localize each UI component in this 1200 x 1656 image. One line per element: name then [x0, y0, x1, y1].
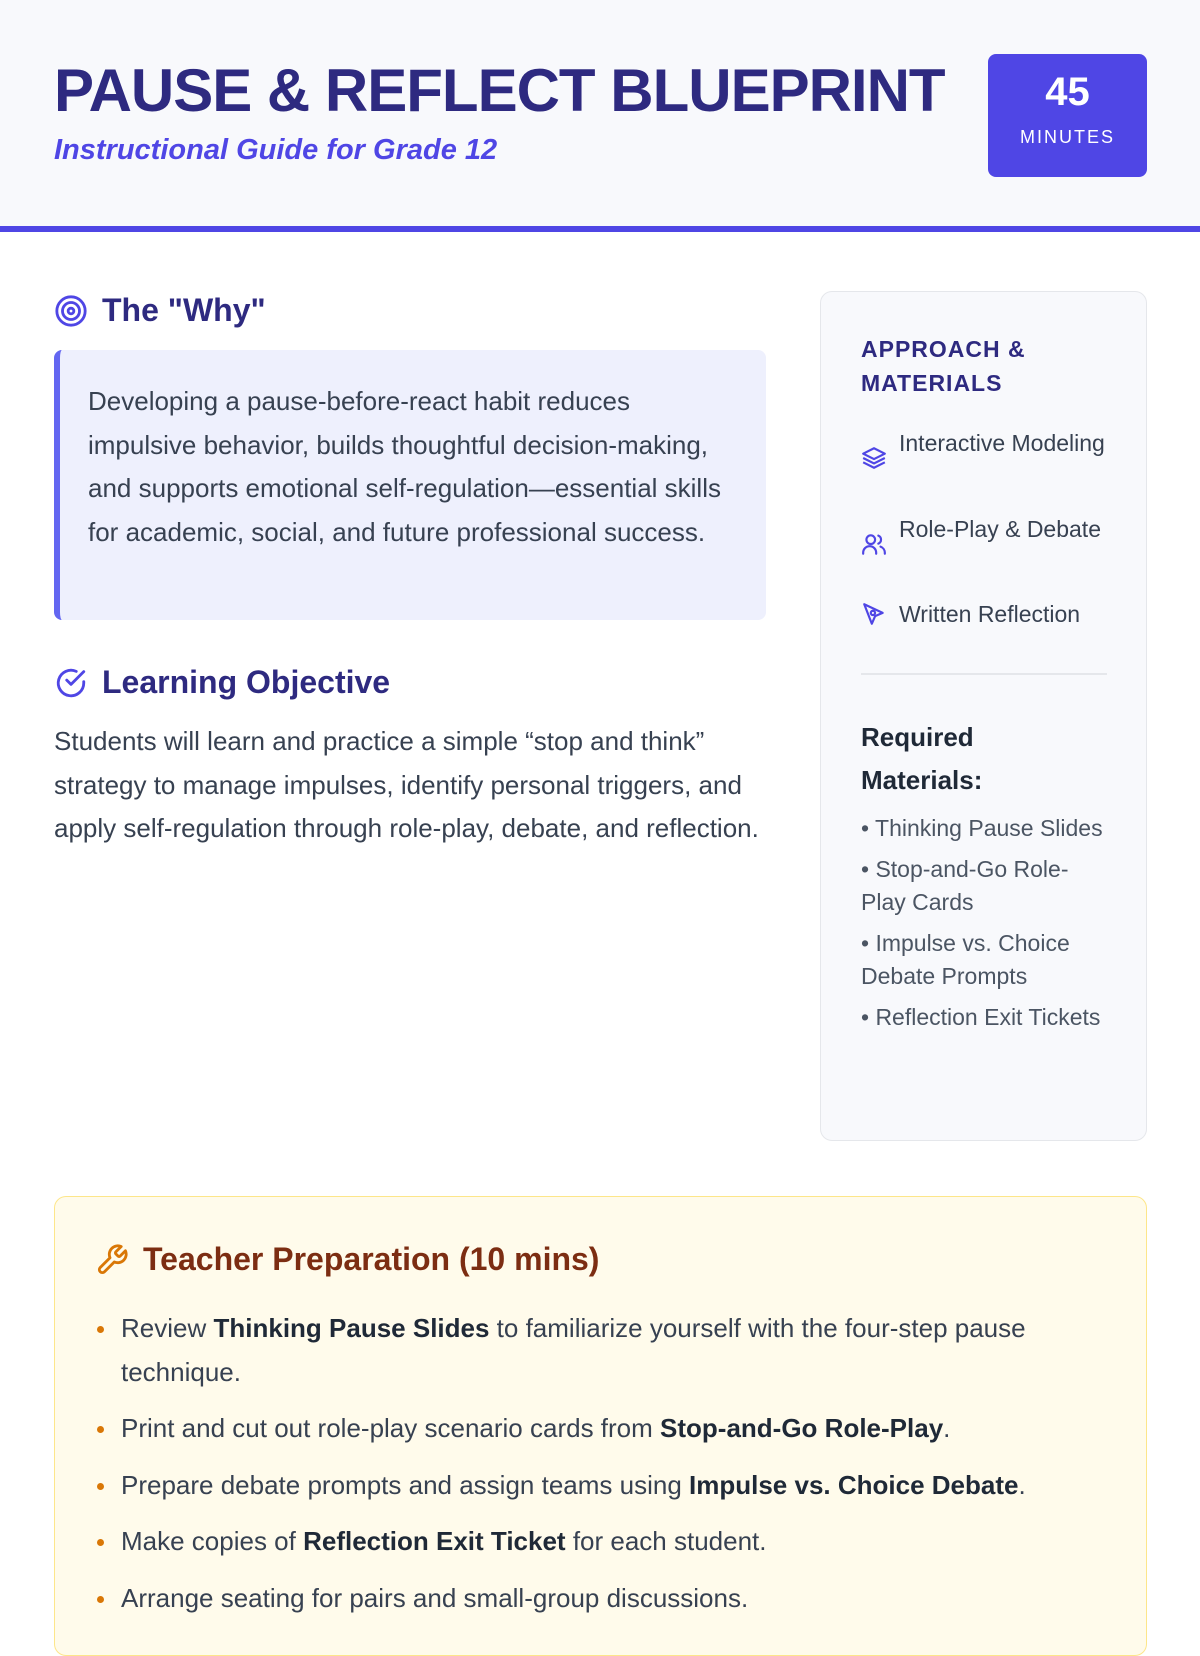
prep-item: Arrange seating for pairs and small-group discussions.	[95, 1577, 1105, 1621]
check-circle-icon	[54, 666, 88, 700]
duration-badge	[988, 54, 1147, 177]
objective-heading	[54, 664, 390, 701]
prep-item: Print and cut out role-play scenario cards from Stop-and-Go Role-Play.	[95, 1407, 1105, 1451]
target-icon	[54, 294, 88, 328]
materials-list	[861, 812, 1111, 1042]
objective-heading-text: Learning Objective	[102, 664, 391, 700]
users-icon	[861, 531, 887, 557]
material-item: • Thinking Pause Slides	[861, 815, 1103, 841]
material-item: • Reflection Exit Tickets	[861, 1004, 1101, 1030]
page-subtitle: Instructional Guide for Grade 12	[54, 134, 498, 166]
approach-heading: APPROACH & MATERIALS	[861, 336, 1026, 396]
method-item-modeling	[861, 427, 1121, 471]
prep-list	[95, 1307, 1105, 1633]
page-title: PAUSE & REFLECT BLUEPRINT	[54, 57, 945, 124]
objective-text: Students will learn and practice a simple “stop and think” strategy to manage impulses, identify personal triggers, and apply self-regulation through role-play, debate, and reflection.	[54, 726, 759, 843]
wrench-icon	[95, 1243, 129, 1277]
prep-item: Prepare debate prompts and assign teams using Impulse vs. Choice Debate.	[95, 1464, 1105, 1508]
material-item: • Impulse vs. Choice Debate Prompts	[861, 930, 1070, 989]
method-label: Interactive Modeling	[899, 430, 1105, 456]
method-label: Written Reflection	[899, 601, 1081, 627]
teacher-preparation-panel	[54, 1196, 1147, 1656]
pen-tool-icon	[861, 601, 887, 627]
prep-item: Review Thinking Pause Slides to familiarize yourself with the four-step pause technique.	[95, 1307, 1105, 1394]
duration-unit: MINUTES	[1020, 127, 1115, 147]
prep-heading-text: Teacher Preparation (10 mins)	[143, 1241, 600, 1277]
duration-value: 45	[1045, 70, 1090, 114]
materials-heading: Required Materials:	[861, 722, 983, 795]
method-item-roleplay	[861, 513, 1121, 557]
panel-divider	[861, 673, 1107, 675]
why-heading-text: The "Why"	[102, 292, 266, 328]
prep-item: Make copies of Reflection Exit Ticket for each student.	[95, 1520, 1105, 1564]
material-item: • Stop-and-Go Role-Play Cards	[861, 856, 1069, 915]
why-callout: Developing a pause-before-react habit reduces impulsive behavior, builds thoughtful decision-making, and supports emotional self-regulation—essential skills for academic, social, and future professional success.	[54, 350, 766, 620]
layers-icon	[861, 445, 887, 471]
method-label: Role-Play & Debate	[899, 516, 1101, 542]
method-item-reflection	[861, 598, 1121, 631]
prep-heading	[95, 1241, 599, 1278]
approach-materials-panel	[820, 291, 1147, 1141]
page-header	[0, 0, 1200, 232]
why-heading	[54, 292, 266, 329]
